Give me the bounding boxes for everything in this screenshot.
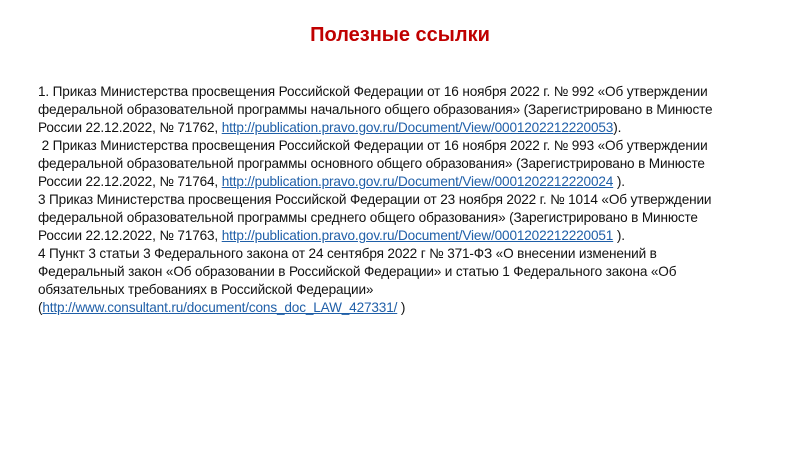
- reference-item-2: [38, 137, 778, 191]
- reference-link[interactable]: http://publication.pravo.gov.ru/Document/View/0001202212220024: [221, 174, 614, 189]
- reference-line-with-link: [38, 299, 778, 317]
- reference-line: 4 Пункт 3 статьи 3 Федерального закона от 24 сентября 2022 г № 371-ФЗ «О внесении изменений в: [38, 246, 657, 261]
- reference-prefix: России 22.12.2022, № 71764,: [38, 174, 222, 189]
- reference-link[interactable]: http://publication.pravo.gov.ru/Document/View/0001202212220051: [221, 228, 614, 243]
- reference-line: обязательных требованиях в Российской Федерации»: [38, 282, 374, 297]
- reference-suffix: ): [397, 300, 406, 315]
- reference-line-with-link: [38, 227, 778, 245]
- reference-suffix: ).: [613, 228, 625, 243]
- reference-line-with-link: [38, 173, 778, 191]
- reference-prefix: России 22.12.2022, № 71763,: [38, 228, 222, 243]
- reference-link[interactable]: http://www.consultant.ru/document/cons_doc_LAW_427331/: [42, 300, 398, 315]
- reference-line-with-link: [38, 119, 778, 137]
- reference-line: Федеральный закон «Об образовании в Российской Федерации» и статью 1 Федерального закона «Об: [38, 264, 677, 279]
- reference-prefix: России 22.12.2022, № 71762,: [38, 120, 222, 135]
- references-list: [38, 83, 778, 317]
- reference-suffix: ).: [613, 120, 622, 135]
- reference-line: 1. Приказ Министерства просвещения Российской Федерации от 16 ноября 2022 г. № 992 «Об утверждении: [38, 84, 708, 99]
- slide-title: Полезные ссылки: [310, 24, 490, 46]
- reference-item-1: [38, 83, 778, 137]
- reference-item-4: [38, 245, 778, 317]
- reference-line: федеральной образовательной программы основного общего образования» (Зарегистрировано в Минюсте: [38, 156, 705, 171]
- reference-item-3: [38, 191, 778, 245]
- reference-line: федеральной образовательной программы начального общего образования» (Зарегистрировано в Минюсте: [38, 102, 713, 117]
- reference-line: федеральной образовательной программы среднего общего образования» (Зарегистрировано в Минюсте: [38, 210, 698, 225]
- reference-line: 2 Приказ Министерства просвещения Российской Федерации от 16 ноября 2022 г. № 993 «Об утверждении: [38, 138, 708, 153]
- reference-line: 3 Приказ Министерства просвещения Российской Федерации от 23 ноября 2022 г. № 1014 «Об утверждении: [38, 192, 712, 207]
- reference-link[interactable]: http://publication.pravo.gov.ru/Document/View/0001202212220053: [221, 120, 614, 135]
- reference-prefix: (: [38, 300, 43, 315]
- reference-suffix: ).: [613, 174, 625, 189]
